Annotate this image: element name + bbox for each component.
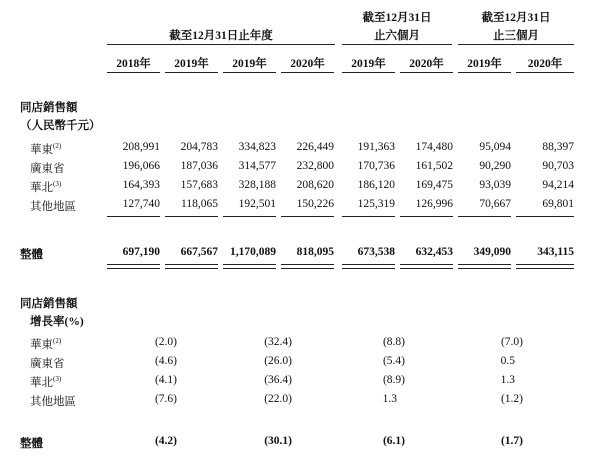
table-cell: 204,783	[180, 141, 218, 153]
year-header: 2020年	[409, 58, 444, 70]
table-cell: 125,319	[357, 198, 395, 210]
table-cell: 150,226	[296, 198, 334, 210]
header-three-months-line2: 止三個月	[493, 30, 539, 42]
section2-title: 同店銷售額	[20, 298, 78, 310]
total-cell: 667,567	[180, 246, 218, 258]
total-label: 整體	[20, 438, 43, 450]
table-cell: 70,667	[479, 198, 511, 210]
total-cell: 1,170,089	[230, 246, 276, 258]
year-header: 2018年	[116, 58, 151, 70]
row-label: 廣東省	[30, 163, 65, 175]
row-label: 其他地區	[30, 396, 76, 408]
table-cell: 170,736	[357, 160, 395, 172]
table-cell: (36.4)	[264, 374, 292, 386]
year-header: 2019年	[174, 58, 209, 70]
table-cell: (4.1)	[154, 374, 177, 386]
row-label: 其他地區	[30, 201, 76, 213]
total-cell: 697,190	[122, 246, 160, 258]
row-label: 廣東省	[30, 358, 65, 370]
subtotal-rule	[458, 216, 511, 217]
row-label: 華東$^{(2)}$	[30, 142, 62, 156]
year-underline	[400, 72, 453, 73]
year-underline	[458, 72, 511, 73]
table-cell: 157,683	[180, 179, 218, 191]
table-cell: 334,823	[238, 141, 276, 153]
row-label: 華北$^{(3)}$	[30, 375, 62, 389]
table-cell: 208,991	[122, 141, 160, 153]
total-cell: 632,453	[415, 246, 453, 258]
table-cell: 187,036	[180, 160, 218, 172]
table-cell: 127,740	[122, 198, 160, 210]
row-label: 華東$^{(2)}$	[30, 337, 62, 351]
year-underline	[281, 72, 334, 73]
section1-title: 同店銷售額	[20, 102, 78, 114]
header-three-months-line1: 截至12月31日	[481, 12, 551, 24]
header-six-months-line2: 止六個月	[374, 30, 420, 42]
table-cell: (5.4)	[382, 355, 405, 367]
table-cell: 169,475	[415, 179, 453, 191]
table-cell: 191,363	[357, 141, 395, 153]
year-underline	[223, 72, 276, 73]
table-cell: 314,577	[238, 160, 276, 172]
table-cell: 95,094	[479, 141, 511, 153]
total-double-rule	[165, 264, 218, 269]
total-cell: 343,115	[537, 246, 574, 258]
subtotal-rule	[400, 216, 453, 217]
total-cell: 349,090	[473, 246, 511, 258]
table-cell: 196,066	[122, 160, 160, 172]
total-double-rule	[223, 264, 276, 269]
table-cell: 88,397	[542, 141, 574, 153]
table-cell: 90,290	[479, 160, 511, 172]
year-header: 2020年	[527, 58, 563, 70]
total-cell: 673,538	[357, 246, 395, 258]
table-cell: (32.4)	[264, 336, 292, 348]
table-cell: 186,120	[357, 179, 395, 191]
year-header: 2019年	[232, 58, 267, 70]
table-cell: (7.6)	[154, 393, 177, 405]
total-cell: (30.1)	[264, 435, 292, 447]
subtotal-rule	[107, 216, 160, 217]
subtotal-rule	[342, 216, 395, 217]
total-double-rule	[107, 264, 160, 269]
subtotal-rule	[516, 216, 574, 217]
year-header: 2020年	[290, 58, 325, 70]
total-double-rule	[516, 264, 574, 269]
header-rule-full-year	[107, 44, 335, 45]
table-cell: (1.2)	[500, 393, 523, 405]
header-six-months-line1: 截至12月31日	[362, 12, 432, 24]
year-underline	[342, 72, 395, 73]
table-cell: (8.9)	[382, 374, 405, 386]
total-double-rule	[458, 264, 511, 269]
table-cell: 161,502	[415, 160, 453, 172]
table-cell: (22.0)	[264, 393, 292, 405]
section2-subtitle: 增長率(%)	[30, 316, 84, 328]
year-underline	[165, 72, 218, 73]
row-label: 華北$^{(3)}$	[30, 180, 62, 194]
table-cell: 174,480	[415, 141, 453, 153]
total-cell: (1.7)	[500, 435, 523, 447]
table-cell: 164,393	[122, 179, 160, 191]
table-cell: 328,188	[238, 179, 276, 191]
total-label: 整體	[20, 249, 43, 261]
header-full-year: 截至12月31日止年度	[169, 30, 273, 42]
total-cell: (4.2)	[154, 435, 177, 447]
subtotal-rule	[165, 216, 218, 217]
table-cell: 93,039	[479, 179, 511, 191]
total-double-rule	[342, 264, 395, 269]
table-cell: (8.8)	[382, 336, 405, 348]
subtotal-rule	[223, 216, 276, 217]
table-cell: (26.0)	[264, 355, 292, 367]
table-cell: (4.6)	[154, 355, 177, 367]
subtotal-rule	[281, 216, 334, 217]
total-cell: (6.1)	[382, 435, 405, 447]
year-header: 2019年	[467, 58, 502, 70]
year-header: 2019年	[351, 58, 386, 70]
table-cell: 126,996	[415, 198, 453, 210]
table-cell: 226,449	[296, 141, 334, 153]
table-cell: 90,703	[542, 160, 574, 172]
header-rule-six-months	[342, 44, 452, 45]
total-double-rule	[400, 264, 453, 269]
table-cell: 232,800	[296, 160, 334, 172]
total-double-rule	[281, 264, 334, 269]
table-cell: 208,620	[296, 179, 334, 191]
table-cell: 1.3	[500, 374, 515, 386]
table-cell: (2.0)	[154, 336, 177, 348]
table-cell: (7.0)	[500, 336, 523, 348]
total-cell: 818,095	[296, 246, 334, 258]
table-cell: 94,214	[542, 179, 574, 191]
table-cell: 69,801	[542, 198, 574, 210]
table-cell: 1.3	[382, 393, 397, 405]
section1-unit: （人民幣千元）	[20, 120, 101, 132]
table-cell: 0.5	[500, 355, 515, 367]
year-underline	[107, 72, 160, 73]
year-underline	[516, 72, 574, 73]
table-cell: 192,501	[238, 198, 276, 210]
header-rule-three-months	[458, 44, 574, 45]
table-cell: 118,065	[181, 198, 218, 210]
